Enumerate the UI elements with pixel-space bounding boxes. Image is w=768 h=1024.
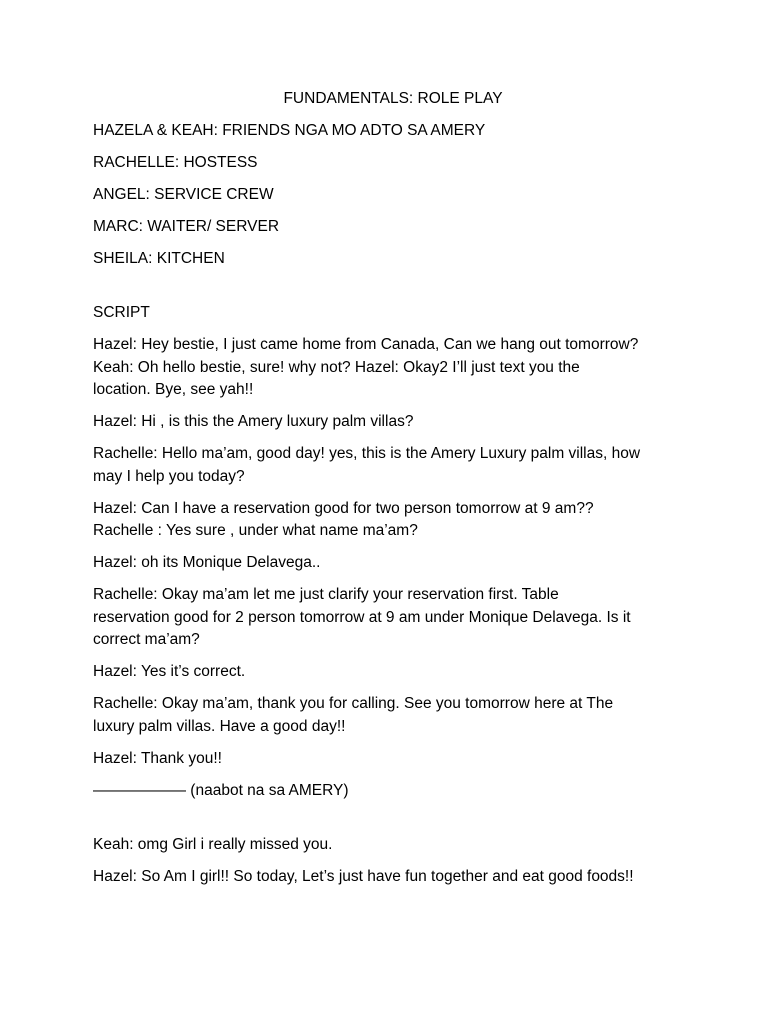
dialogue-paragraph [93, 866, 683, 889]
dialogue-line: Rachelle : Yes sure , under what name ma’am? [93, 522, 418, 539]
dialogue-line: Hazel: Can I have a reservation good for two person tomorrow at 9 am?? [93, 499, 594, 517]
dialogue-paragraph [93, 443, 683, 488]
dialogue-line: Hazel: Thank you!! [93, 749, 222, 767]
cast-line: HAZELA & KEAH: FRIENDS NGA MO ADTO SA AMERY [93, 122, 486, 139]
dialogue-paragraph [93, 780, 683, 803]
dialogue-paragraph [93, 693, 683, 738]
document-body [93, 88, 683, 898]
spacer [93, 280, 683, 302]
dialogue-line: correct ma’am? [93, 631, 200, 648]
dialogue-paragraph [93, 552, 683, 575]
dialogue-line: may I help you today? [93, 467, 245, 485]
cast-line: ANGEL: SERVICE CREW [93, 186, 274, 203]
cast-line: MARC: WAITER/ SERVER [93, 218, 280, 235]
dialogue-paragraph [93, 498, 683, 543]
dialogue-line: reservation good for 2 person tomorrow at 9 am under Monique Delavega. Is it [93, 608, 631, 626]
dialogue-paragraph [93, 334, 683, 402]
script-heading: SCRIPT [93, 304, 150, 321]
document-title: FUNDAMENTALS: ROLE PLAY [283, 90, 503, 107]
script-dialogue-continued [93, 834, 683, 889]
dialogue-line: Rachelle: Okay ma’am, thank you for calling. See you tomorrow here at The [93, 695, 614, 712]
dialogue-line: —————— (naabot na sa AMERY) [93, 781, 349, 799]
dialogue-line: location. Bye, see yah!! [93, 381, 254, 398]
script-dialogue [93, 334, 683, 802]
dialogue-paragraph [93, 661, 683, 684]
dialogue-line: Hazel: Hey bestie, I just came home from Canada, Can we hang out tomorrow? [93, 336, 639, 353]
dialogue-line: Keah: omg Girl i really missed you. [93, 835, 333, 853]
dialogue-line: Rachelle: Hello ma’am, good day! yes, this is the Amery Luxury palm villas, how [93, 445, 641, 462]
cast-line: SHEILA: KITCHEN [93, 250, 225, 267]
dialogue-paragraph [93, 834, 683, 857]
spacer [93, 812, 683, 834]
dialogue-line: Hazel: Hi , is this the Amery luxury palm villas? [93, 413, 414, 430]
dialogue-paragraph [93, 411, 683, 434]
dialogue-line: Keah: Oh hello bestie, sure! why not? Hazel: Okay2 I’ll just text you the [93, 358, 580, 376]
cast-line: RACHELLE: HOSTESS [93, 154, 258, 171]
dialogue-paragraph [93, 748, 683, 771]
dialogue-line: Hazel: oh its Monique Delavega.. [93, 554, 321, 571]
dialogue-line: Hazel: Yes it’s correct. [93, 663, 246, 680]
dialogue-line: Rachelle: Okay ma’am let me just clarify your reservation first. Table [93, 586, 559, 603]
dialogue-paragraph [93, 584, 683, 652]
dialogue-line: Hazel: So Am I girl!! So today, Let’s just have fun together and eat good foods!! [93, 867, 634, 885]
dialogue-line: luxury palm villas. Have a good day!! [93, 717, 346, 735]
